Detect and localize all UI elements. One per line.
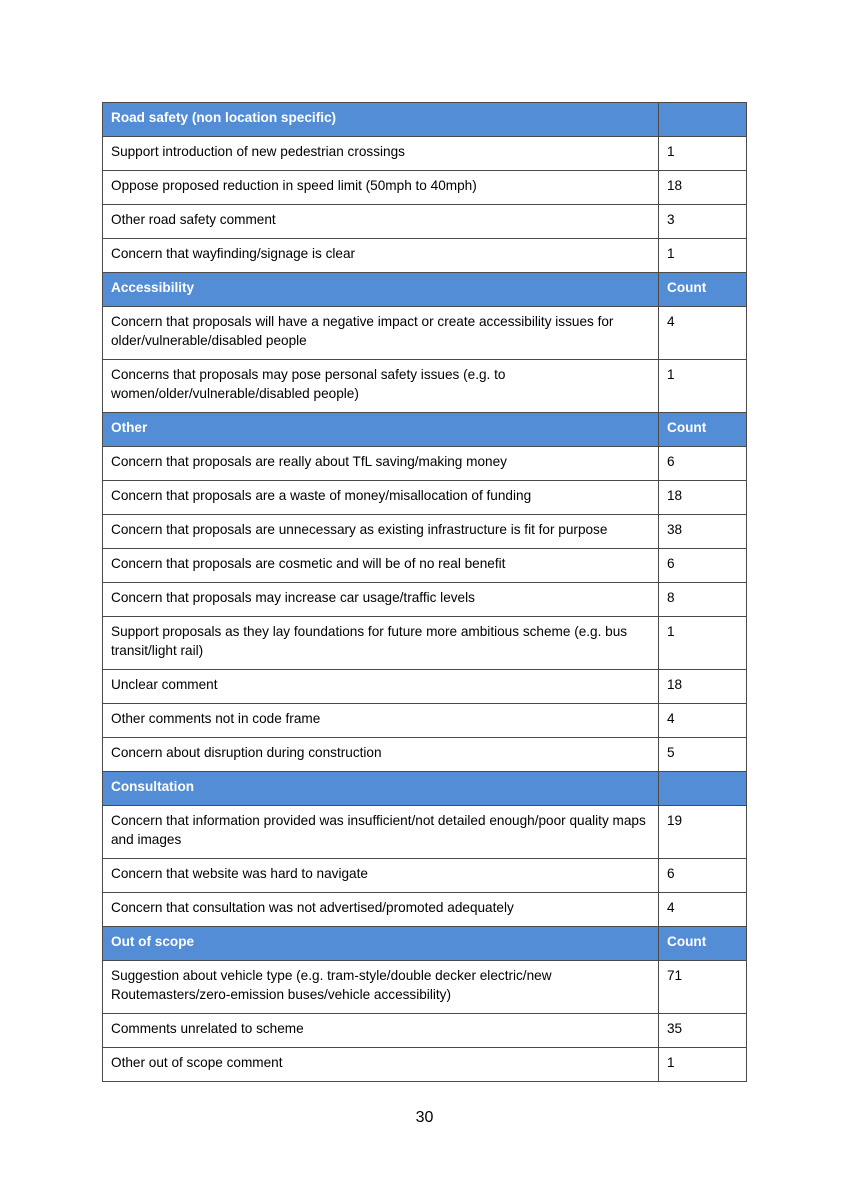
table-row xyxy=(103,1048,747,1082)
table-row xyxy=(103,481,747,515)
comment-text: Unclear comment xyxy=(103,670,659,704)
comment-text: Comments unrelated to scheme xyxy=(103,1014,659,1048)
comment-count: 8 xyxy=(659,583,747,617)
section-header-row xyxy=(103,772,747,806)
comment-count: 18 xyxy=(659,670,747,704)
comment-count: 4 xyxy=(659,704,747,738)
comment-text: Support introduction of new pedestrian crossings xyxy=(103,137,659,171)
count-column-heading: Count xyxy=(659,413,747,447)
table-row xyxy=(103,447,747,481)
comment-text: Concern that information provided was insufficient/not detailed enough/poor quality maps and images xyxy=(103,806,659,859)
comment-text: Concern that proposals are cosmetic and will be of no real benefit xyxy=(103,549,659,583)
table-row xyxy=(103,205,747,239)
comment-text: Concern that proposals may increase car usage/traffic levels xyxy=(103,583,659,617)
comment-text: Other road safety comment xyxy=(103,205,659,239)
comment-text: Concern that consultation was not advertised/promoted adequately xyxy=(103,893,659,927)
table-row xyxy=(103,515,747,549)
comment-text: Other comments not in code frame xyxy=(103,704,659,738)
table-row xyxy=(103,549,747,583)
comment-count: 4 xyxy=(659,893,747,927)
table-row xyxy=(103,307,747,360)
comment-count: 6 xyxy=(659,447,747,481)
table-row xyxy=(103,859,747,893)
page-number: 30 xyxy=(415,1109,434,1126)
comment-text: Concern about disruption during construction xyxy=(103,738,659,772)
section-header-row xyxy=(103,273,747,307)
comment-count: 6 xyxy=(659,859,747,893)
table-row xyxy=(103,738,747,772)
table-row xyxy=(103,704,747,738)
table-row xyxy=(103,893,747,927)
comment-text: Concern that proposals are a waste of money/misallocation of funding xyxy=(103,481,659,515)
comment-text: Oppose proposed reduction in speed limit (50mph to 40mph) xyxy=(103,171,659,205)
count-column-heading xyxy=(659,103,747,137)
comment-count: 1 xyxy=(659,617,747,670)
section-header-row xyxy=(103,413,747,447)
table-row xyxy=(103,137,747,171)
comment-count: 1 xyxy=(659,1048,747,1082)
comment-count: 19 xyxy=(659,806,747,859)
comment-text: Concern that proposals will have a negative impact or create accessibility issues for older/vulnerable/disabled people xyxy=(103,307,659,360)
comment-text: Concern that website was hard to navigate xyxy=(103,859,659,893)
comment-count: 1 xyxy=(659,360,747,413)
table-row xyxy=(103,171,747,205)
comment-text: Other out of scope comment xyxy=(103,1048,659,1082)
comments-table xyxy=(102,102,747,1082)
table-row xyxy=(103,806,747,859)
section-header-row xyxy=(103,927,747,961)
table-row xyxy=(103,360,747,413)
comment-text: Suggestion about vehicle type (e.g. tram-style/double decker electric/new Routemasters/zero-emission buses/vehicle accessibility) xyxy=(103,961,659,1014)
comment-count: 35 xyxy=(659,1014,747,1048)
comment-count: 6 xyxy=(659,549,747,583)
table-row xyxy=(103,617,747,670)
section-heading: Accessibility xyxy=(103,273,659,307)
count-column-heading: Count xyxy=(659,927,747,961)
comment-count: 18 xyxy=(659,481,747,515)
section-heading: Road safety (non location specific) xyxy=(103,103,659,137)
table-row xyxy=(103,583,747,617)
section-heading: Out of scope xyxy=(103,927,659,961)
count-column-heading: Count xyxy=(659,273,747,307)
count-column-heading xyxy=(659,772,747,806)
table-row xyxy=(103,961,747,1014)
comment-count: 38 xyxy=(659,515,747,549)
table-row xyxy=(103,1014,747,1048)
comment-text: Concern that wayfinding/signage is clear xyxy=(103,239,659,273)
section-header-row xyxy=(103,103,747,137)
comment-count: 3 xyxy=(659,205,747,239)
comment-count: 5 xyxy=(659,738,747,772)
section-heading: Other xyxy=(103,413,659,447)
table-row xyxy=(103,239,747,273)
comment-count: 18 xyxy=(659,171,747,205)
comment-count: 1 xyxy=(659,137,747,171)
comment-text: Concern that proposals are unnecessary as existing infrastructure is fit for purpose xyxy=(103,515,659,549)
section-heading: Consultation xyxy=(103,772,659,806)
comment-text: Concern that proposals are really about TfL saving/making money xyxy=(103,447,659,481)
comment-text: Concerns that proposals may pose personal safety issues (e.g. to women/older/vulnerable/disabled people) xyxy=(103,360,659,413)
comment-text: Support proposals as they lay foundations for future more ambitious scheme (e.g. bus transit/light rail) xyxy=(103,617,659,670)
comment-count: 1 xyxy=(659,239,747,273)
comment-count: 71 xyxy=(659,961,747,1014)
comment-count: 4 xyxy=(659,307,747,360)
table-row xyxy=(103,670,747,704)
